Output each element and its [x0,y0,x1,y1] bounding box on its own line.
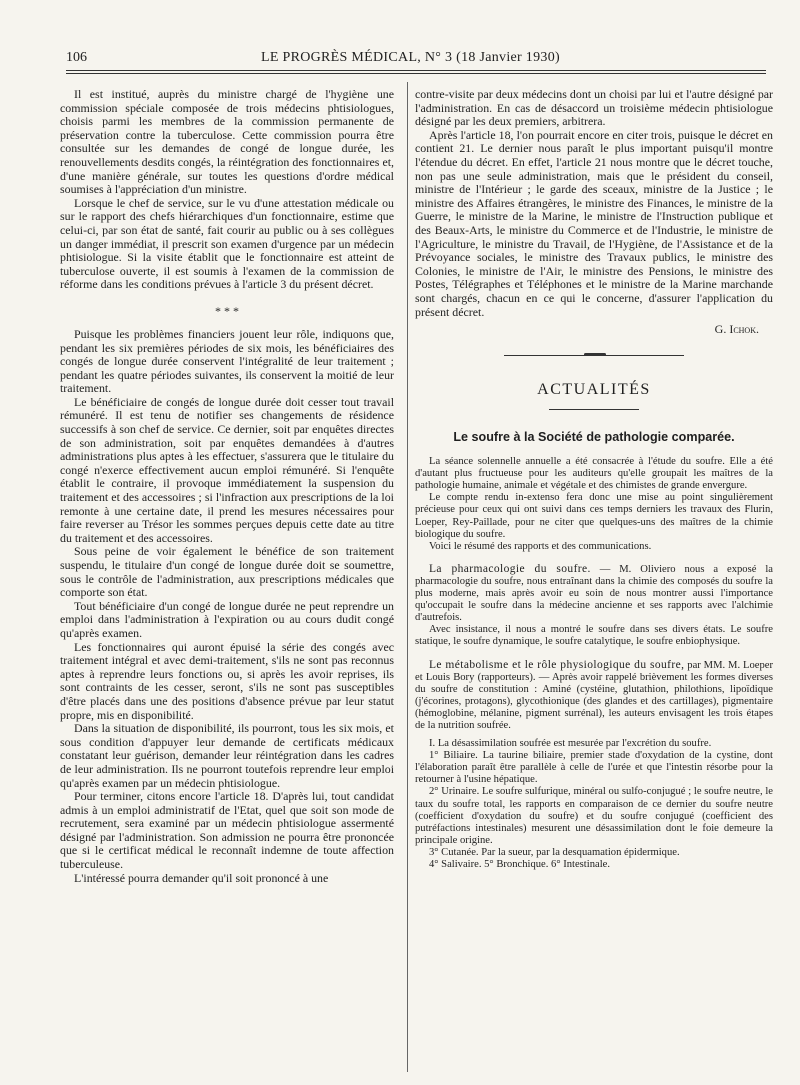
paragraph: Dans la situation de disponibilité, ils pourront, tous les six mois, et sous condition d'appuyer leur demande de certificats médicaux constatant leur guérison, demander leur réintégration dans les cadres de leur administration. Ils ne pourront toutefois reprendre leur emploi qu'après examen par un médecin phtisiologue. [60,721,394,790]
paragraph: Lorsque le chef de service, sur le vu d'une attestation médicale ou sur le rapport des chefs hiérarchiques d'un fonctionnaire, estime que celui-ci, par son état de santé, fait courir au public ou à ses collègues un danger immédiat, il prescrit son examen d'urgence par un médecin phtisiologue. Si la visite établit que le fonctionnaire est atteint de tuberculose ouverte, il est soumis à l'examen de la commission de réforme dans les conditions prévues à l'article 3 du présent décret. [60,195,394,292]
list-item: 1° Biliaire. La taurine biliaire, premier stade d'oxydation de la cystine, dont l'élaboration paraît être parallèle à celle de l'urée et que l'intestin résorbe pour la retourner à l'usine hépatique. [415,750,773,786]
right-column [415,88,773,871]
section-stars: * * * [215,303,239,318]
paragraph: Le compte rendu in-extenso fera donc une mise au point singulièrement précieuse pour ceux qui ont suivi dans ces temps derniers les travaux des Flurin, Loeper, Rey-Paillade, pour ne citer que quelques-uns des maîtres de la chimie biologique du soufre. [415,492,773,540]
article-body [415,456,773,871]
paragraph: Il est institué, auprès du ministre chargé de l'hygiène une commission spéciale composée de trois médecins phtisiologues, choisis parmi les membres de la commission permanente de préservation contre la tuberculose. Cette commission pourra être consultée sur les demandes de congé de longue durée, les renouvellements desdits congés, la réintégration des fonctionnaires et, d'une manière générale, sur toutes les questions d'ordre médical soumises à l'appréciation d'un ministre. [60,87,394,197]
paragraph: Voici le résumé des rapports et des communications. [429,540,652,552]
author-signature: G. Ichok. [714,322,759,337]
section-rule [549,409,639,410]
paragraph: Les fonctionnaires qui auront épuisé la série des congés avec traitement intégral et avec demi-traitement, s'ils ne sont pas reconnus aptes à reprendre leurs fonctions ou, si après les avoir reprises, ils sont contraints de les cesser, seront, s'ils ne sont pas susceptibles d'être placés dans une des positions d'absence prévue par leur statut propre, mis en disponibilité. [60,639,394,722]
column-separator [407,82,408,1072]
paragraph: Puisque les problèmes financiers jouent leur rôle, indiquons que, pendant les six premières périodes de six mois, les bénéficiaires des congés de longue durée conservent l'intégralité de leur traitement ; pendant les quatre périodes suivantes, ils conservent la moitié de leur traitement. [60,326,394,396]
paragraph: Pour terminer, citons encore l'article 18. D'après lui, tout candidat admis à un emploi administratif de l'Etat, quel que soit son mode de recrutement, sera examiné par un médecin phtisiologue assermenté désigné par l'administration. Son admission ne pourra être prononcée que si le certificat médical le reconnaît indemne de toute affection tuberculeuse. [60,789,394,872]
paragraph: Sous peine de voir également le bénéfice de son traitement suspendu, le titulaire d'un congé de longue durée doit se soumettre, sous le contrôle de l'administration, aux prescriptions médicales que comporte son état. [60,544,394,600]
subheading: La pharmacologie du soufre. [429,562,591,575]
section-title: ACTUALITÉS [537,381,651,399]
paragraph: Le bénéficiaire de congés de longue durée doit cesser tout travail rémunéré. Il est tenu de notifier ses changements de résidence successifs à son chef de service. Ce dernier, soit par enquêtes directes de son administration, soit par enquêtes demandées à d'autres administrations plus aptes à les effectuer, s'assurera que le titulaire du congé n'exerce effectivement aucun emploi rémunéré. Si l'enquête établit le contraire, il provoque immédiatement la suspension du traitement et des accessoires ; si l'infraction aux prescriptions de la loi remonte à une certaine date, il prend les mesures nécessaires pour faire reverser au Trésor les sommes perçues depuis cette date au titre du traitement et des accessoires. [60,394,394,545]
page-number: 106 [66,50,87,65]
header-rule [66,70,766,71]
list-item: 3° Cutanée. Par la sueur, par la desquamation épidermique. [429,846,680,858]
header-rule-double [66,73,766,74]
paragraph-continued: contre-visite par deux médecins dont un choisi par lui et l'autre désigné par l'administration. En cas de désaccord un troisième médecin phtisiologue désigné par les deux premiers, arbitrera. [415,87,773,129]
paragraph: La séance solennelle annuelle a été consacrée à l'étude du soufre. Elle a été d'autant plus fructueuse pour les auditeurs qu'elle groupait les maîtres de la pathologie humaine, animale et végétale et des chimistes de grande envergure. [415,456,773,492]
paragraph: Avec insistance, il nous a montré le soufre dans ses divers états. Le soufre statique, le soufre dynamique, le soufre catalytique, le soufre enbiophysique. [415,624,773,648]
paragraph: Le métabolisme et le rôle physiologique du soufre, par MM. M. Loeper et Louis Bory (rapporteurs). — Après avoir rappelé brièvement les formes diverses du soufre de constitution : Aminé (cystéine, glutathion, philothions, lipoïdique (j'écorines, protagons), glycothionique (des glandes et des cartillages), pigmentaire (hémoglobine, mélanine, pigment surrénal), les auteurs envisagent les trois étapes de la nutrition soufrée. [415,658,773,731]
left-column [60,88,394,885]
paragraph: Tout bénéficiaire d'un congé de longue durée ne peut reprendre un emploi dans l'administration à l'expiration ou au cours dudit congé qu'après examen. [60,598,394,640]
journal-title: LE PROGRÈS MÉDICAL, N° 3 (18 Janvier 1930) [261,50,560,65]
article-title: Le soufre à la Société de pathologie comparée. [453,430,735,445]
ornamental-separator [504,351,684,359]
paragraph: La pharmacologie du soufre. — M. Oliviero nous a exposé la pharmacologie du soufre, nous entraînant dans la chimie des composés du soufre la plus moderne, mais après avoir eu soin de nous montrer aussi l'importance qu'occupait le soufre dans la médecine ancienne et ses rapports avec l'alchimie d'autrefois. [415,562,773,624]
list-item: 2° Urinaire. Le soufre sulfurique, minéral ou sulfo-conjugué ; le soufre neutre, le taux du soufre total, les rapports en comparaison de ce dernier du soufre neutre (coefficient d'oxydation du soufre) et du soufre conjugué (coefficient des putréfactions intestinales) mesurent une désassimilation dont le foie demeure la principale origine. [415,786,773,846]
paragraph: L'intéressé pourra demander qu'il soit prononcé à une [74,870,329,885]
running-header [66,50,766,68]
subheading: Le métabolisme et le rôle physiologique du soufre, [429,658,685,671]
list-item: 4° Salivaire. 5° Bronchique. 6° Intestinale. [429,859,610,870]
list-lead: I. La désassimilation soufrée est mesurée par l'excrétion du soufre. [429,738,712,750]
paragraph: Après l'article 18, l'on pourrait encore en citer trois, puisque le décret en contient 21. Le dernier nous paraît le plus important puisqu'il montre l'étendue du décret. En effet, l'article 21 nous montre que le décret touche, non pas une seule administration, mais que le président du conseil, ministre de l'Intérieur ; le garde des sceaux, ministre de la Justice ; le ministre des Affaires étrangères, le ministre des Finances, le ministre de la Guerre, le ministre de la Marine, le ministre de l'Instruction publique et des Beaux-Arts, le ministre du Commerce et de l'Industrie, le ministre de l'Agriculture, le ministre du Travail, de l'Hygiène, de l'Assistance et de la Prévoyance sociales, le ministre des Travaux publics, le ministre des Colonies, le ministre de l'Air, le ministre des Pensions, le ministre des Postes, Télégraphes et Téléphones et le ministre de la Marine marchande sont chargés, chacun en ce qui le concerne, d'assurer l'application du présent décret. [415,127,773,319]
